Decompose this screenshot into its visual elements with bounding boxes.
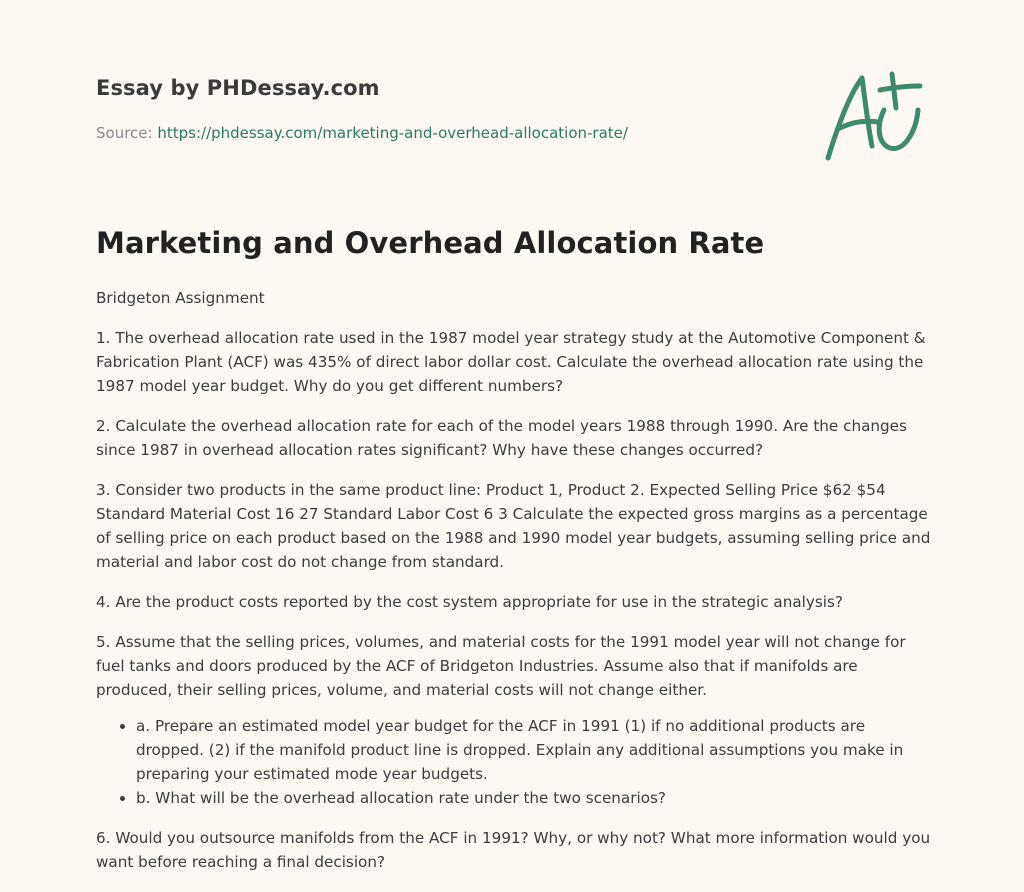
- question-5-list: [96, 714, 936, 810]
- list-item: • a. Prepare an estimated model year budget for the ACF in 1991 (1) if no additional products are dropped. (2) if the manifold product line is dropped. Explain any additional assumptions you make in preparing your estimated mode year budgets.: [136, 714, 936, 786]
- source-label: Source:: [96, 124, 153, 142]
- question-3: 3. Consider two products in the same product line: Product 1, Product 2. Expected Selling Price $62 $54 Standard Material Cost 16 27 Standard Labor Cost 6 3 Calculate the expected gross margins as a percentage of selling price on each product based on the 1988 and 1990 model year budgets, assuming selling price and material and labor cost do not change from standard.: [96, 481, 931, 571]
- site-brand: Essay by PHDessay.com: [96, 76, 380, 100]
- question-4: 4. Are the product costs reported by the cost system appropriate for use in the strategic analysis?: [96, 593, 843, 611]
- article-subtitle: Bridgeton Assignment: [96, 289, 265, 307]
- question-2: 2. Calculate the overhead allocation rate for each of the model years 1988 through 1990. Are the changes since 1987 in overhead allocation rates significant? Why have these changes occurred?: [96, 417, 907, 459]
- list-item: • b. What will be the overhead allocation rate under the two scenarios?: [136, 786, 936, 810]
- article-body: [96, 286, 936, 890]
- source-link[interactable]: https://phdessay.com/marketing-and-overhead-allocation-rate/: [157, 124, 628, 142]
- question-5: 5. Assume that the selling prices, volumes, and material costs for the 1991 model year will not change for fuel tanks and doors produced by the ACF of Bridgeton Industries. Assume also that if manifolds are produced, their selling prices, volume, and material costs will not change either.: [96, 633, 906, 699]
- question-1: 1. The overhead allocation rate used in the 1987 model year strategy study at the Automotive Component & Fabrication Plant (ACF) was 435% of direct labor dollar cost. Calculate the overhead allocation rate using the 1987 model year budget. Why do you get different numbers?: [96, 329, 926, 395]
- question-6: 6. Would you outsource manifolds from the ACF in 1991? Why, or why not? What more information would you want before reaching a final decision?: [96, 829, 931, 871]
- a-plus-logo-icon: [818, 66, 930, 166]
- article-title: Marketing and Overhead Allocation Rate: [96, 226, 765, 260]
- source-line: [96, 124, 628, 142]
